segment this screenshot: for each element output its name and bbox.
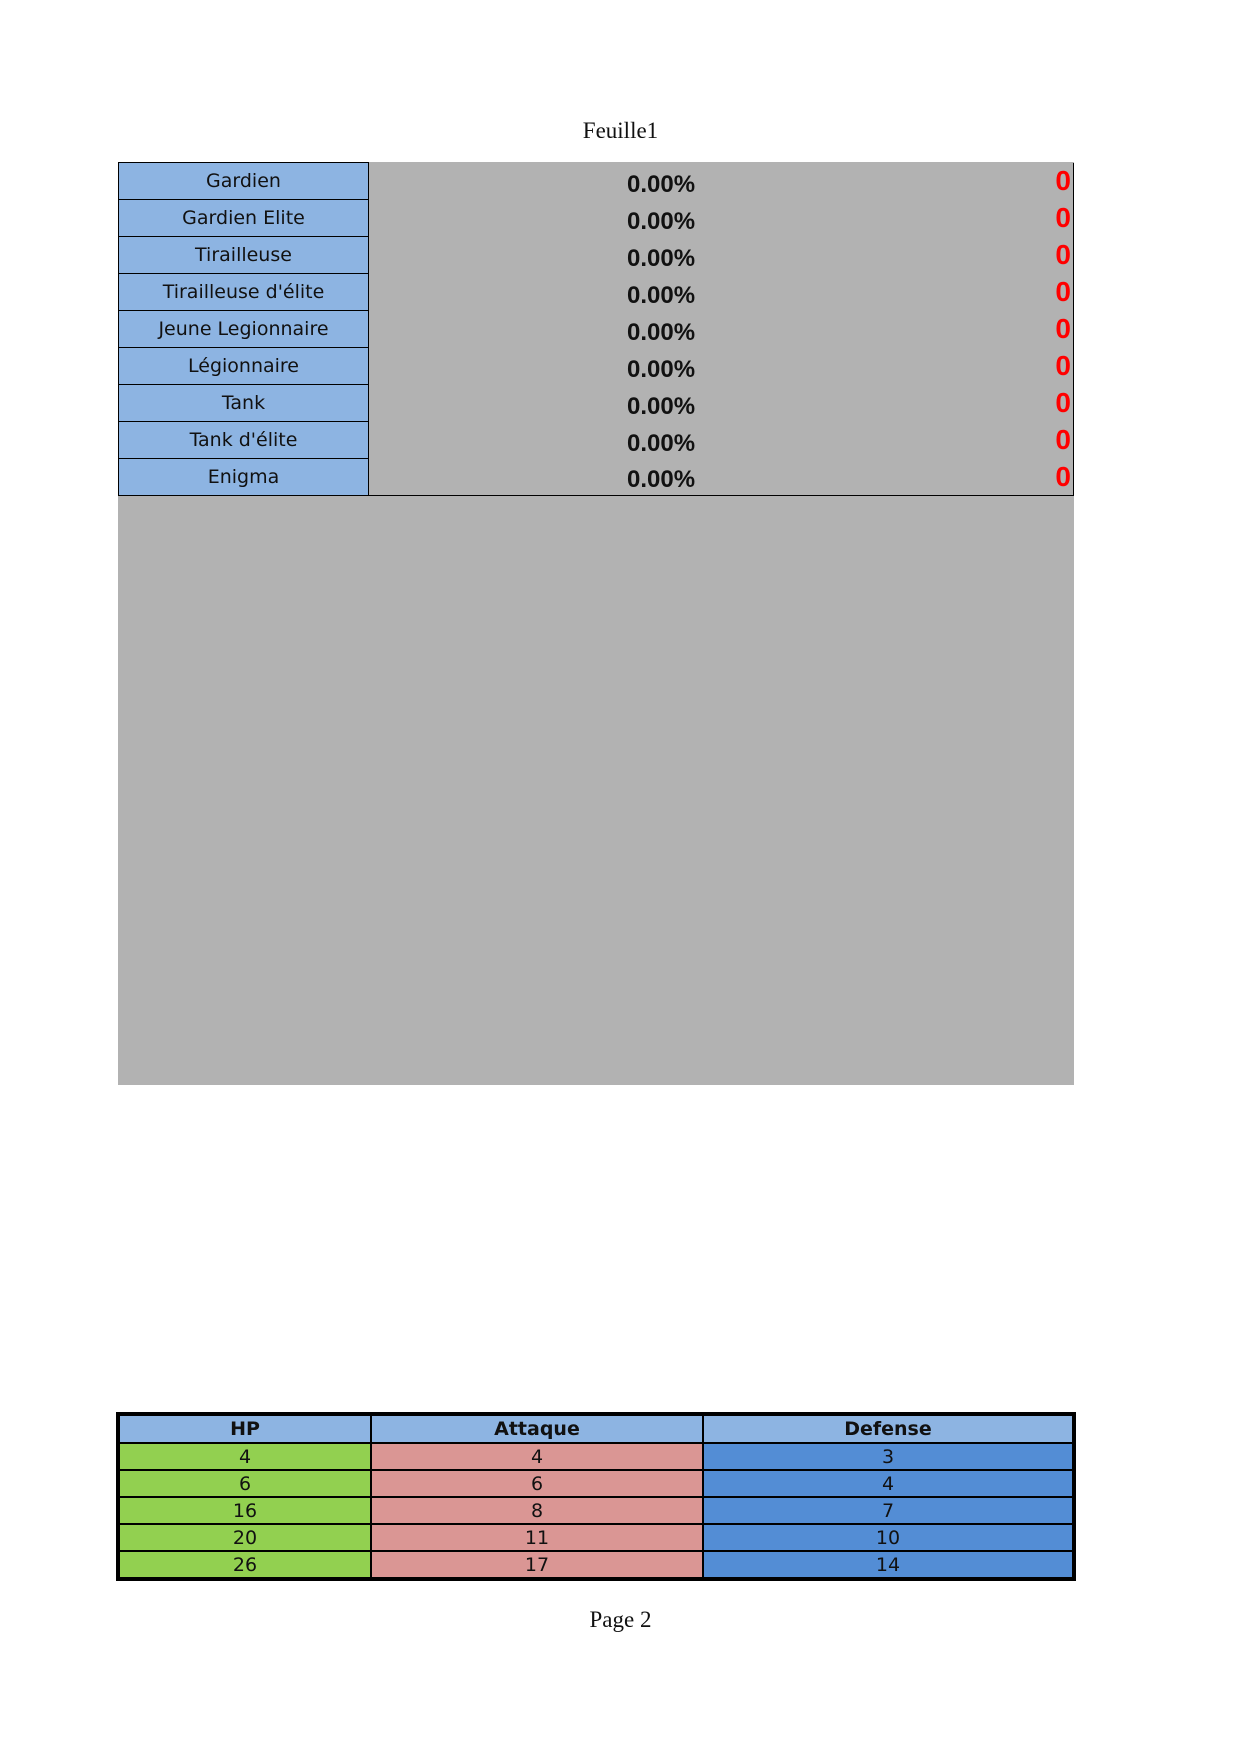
unit-row <box>119 237 1074 274</box>
unit-percent-cell[interactable]: 0.00% <box>627 281 696 309</box>
unit-row <box>119 385 1074 422</box>
unit-row <box>119 311 1074 348</box>
unit-value-cell[interactable]: 0 <box>1037 385 1074 422</box>
unit-value-cell[interactable]: 0 <box>1037 348 1074 385</box>
hp-cell[interactable]: 20 <box>118 1524 371 1551</box>
stats-row <box>118 1551 1074 1579</box>
sheet-title: Feuille1 <box>582 118 659 143</box>
unit-value-cell[interactable]: 0 <box>1037 163 1074 200</box>
stats-table <box>116 1412 1076 1581</box>
unit-percent-cell[interactable]: 0.00% <box>627 170 696 198</box>
unit-row <box>119 459 1074 496</box>
unit-percent-cell[interactable]: 0.00% <box>627 207 696 235</box>
unit-name-cell[interactable]: Enigma <box>119 459 369 496</box>
defense-cell[interactable]: 10 <box>703 1524 1074 1551</box>
hp-cell[interactable]: 16 <box>118 1497 371 1524</box>
unit-percent-cell[interactable]: 0.00% <box>627 355 696 383</box>
hp-cell[interactable]: 26 <box>118 1551 371 1579</box>
unit-value-cell[interactable]: 0 <box>1037 237 1074 274</box>
unit-value-cell[interactable]: 0 <box>1037 422 1074 459</box>
stats-row <box>118 1524 1074 1551</box>
stats-header-row <box>118 1414 1074 1443</box>
unit-value-cell[interactable]: 0 <box>1037 311 1074 348</box>
unit-name-cell[interactable]: Jeune Legionnaire <box>119 311 369 348</box>
header-defense[interactable]: Defense <box>703 1414 1074 1443</box>
attaque-cell[interactable]: 4 <box>371 1443 703 1470</box>
unit-name-cell[interactable]: Gardien <box>119 163 369 200</box>
unit-percent-cell[interactable]: 0.00% <box>627 318 696 346</box>
stats-row <box>118 1443 1074 1470</box>
unit-row <box>119 274 1074 311</box>
unit-value-cell[interactable]: 0 <box>1037 274 1074 311</box>
unit-name-cell[interactable]: Tank <box>119 385 369 422</box>
unit-row <box>119 200 1074 237</box>
unit-name-cell[interactable]: Tirailleuse d'élite <box>119 274 369 311</box>
attaque-cell[interactable]: 11 <box>371 1524 703 1551</box>
unit-name-cell[interactable]: Gardien Elite <box>119 200 369 237</box>
stats-row <box>118 1497 1074 1524</box>
defense-cell[interactable]: 3 <box>703 1443 1074 1470</box>
attaque-cell[interactable]: 6 <box>371 1470 703 1497</box>
header-attaque[interactable]: Attaque <box>371 1414 703 1443</box>
attaque-cell[interactable]: 8 <box>371 1497 703 1524</box>
defense-cell[interactable]: 4 <box>703 1470 1074 1497</box>
unit-row <box>119 422 1074 459</box>
unit-name-cell[interactable]: Légionnaire <box>119 348 369 385</box>
unit-percent-cell[interactable]: 0.00% <box>627 244 696 272</box>
defense-cell[interactable]: 7 <box>703 1497 1074 1524</box>
unit-value-cell[interactable]: 0 <box>1037 459 1074 496</box>
hp-cell[interactable]: 4 <box>118 1443 371 1470</box>
stats-row <box>118 1470 1074 1497</box>
unit-value-cell[interactable]: 0 <box>1037 200 1074 237</box>
unit-percent-cell[interactable]: 0.00% <box>369 459 1037 496</box>
defense-cell[interactable]: 14 <box>703 1551 1074 1579</box>
header-hp[interactable]: HP <box>118 1414 371 1443</box>
unit-row <box>119 348 1074 385</box>
unit-percent-cell[interactable]: 0.00% <box>627 429 696 457</box>
attaque-cell[interactable]: 17 <box>371 1551 703 1579</box>
unit-name-cell[interactable]: Tank d'élite <box>119 422 369 459</box>
unit-name-cell[interactable]: Tirailleuse <box>119 237 369 274</box>
units-table <box>118 162 1074 496</box>
hp-cell[interactable]: 6 <box>118 1470 371 1497</box>
unit-row <box>119 163 1074 200</box>
page-number: Page 2 <box>589 1607 652 1632</box>
unit-percent-cell[interactable]: 0.00% <box>627 392 696 420</box>
